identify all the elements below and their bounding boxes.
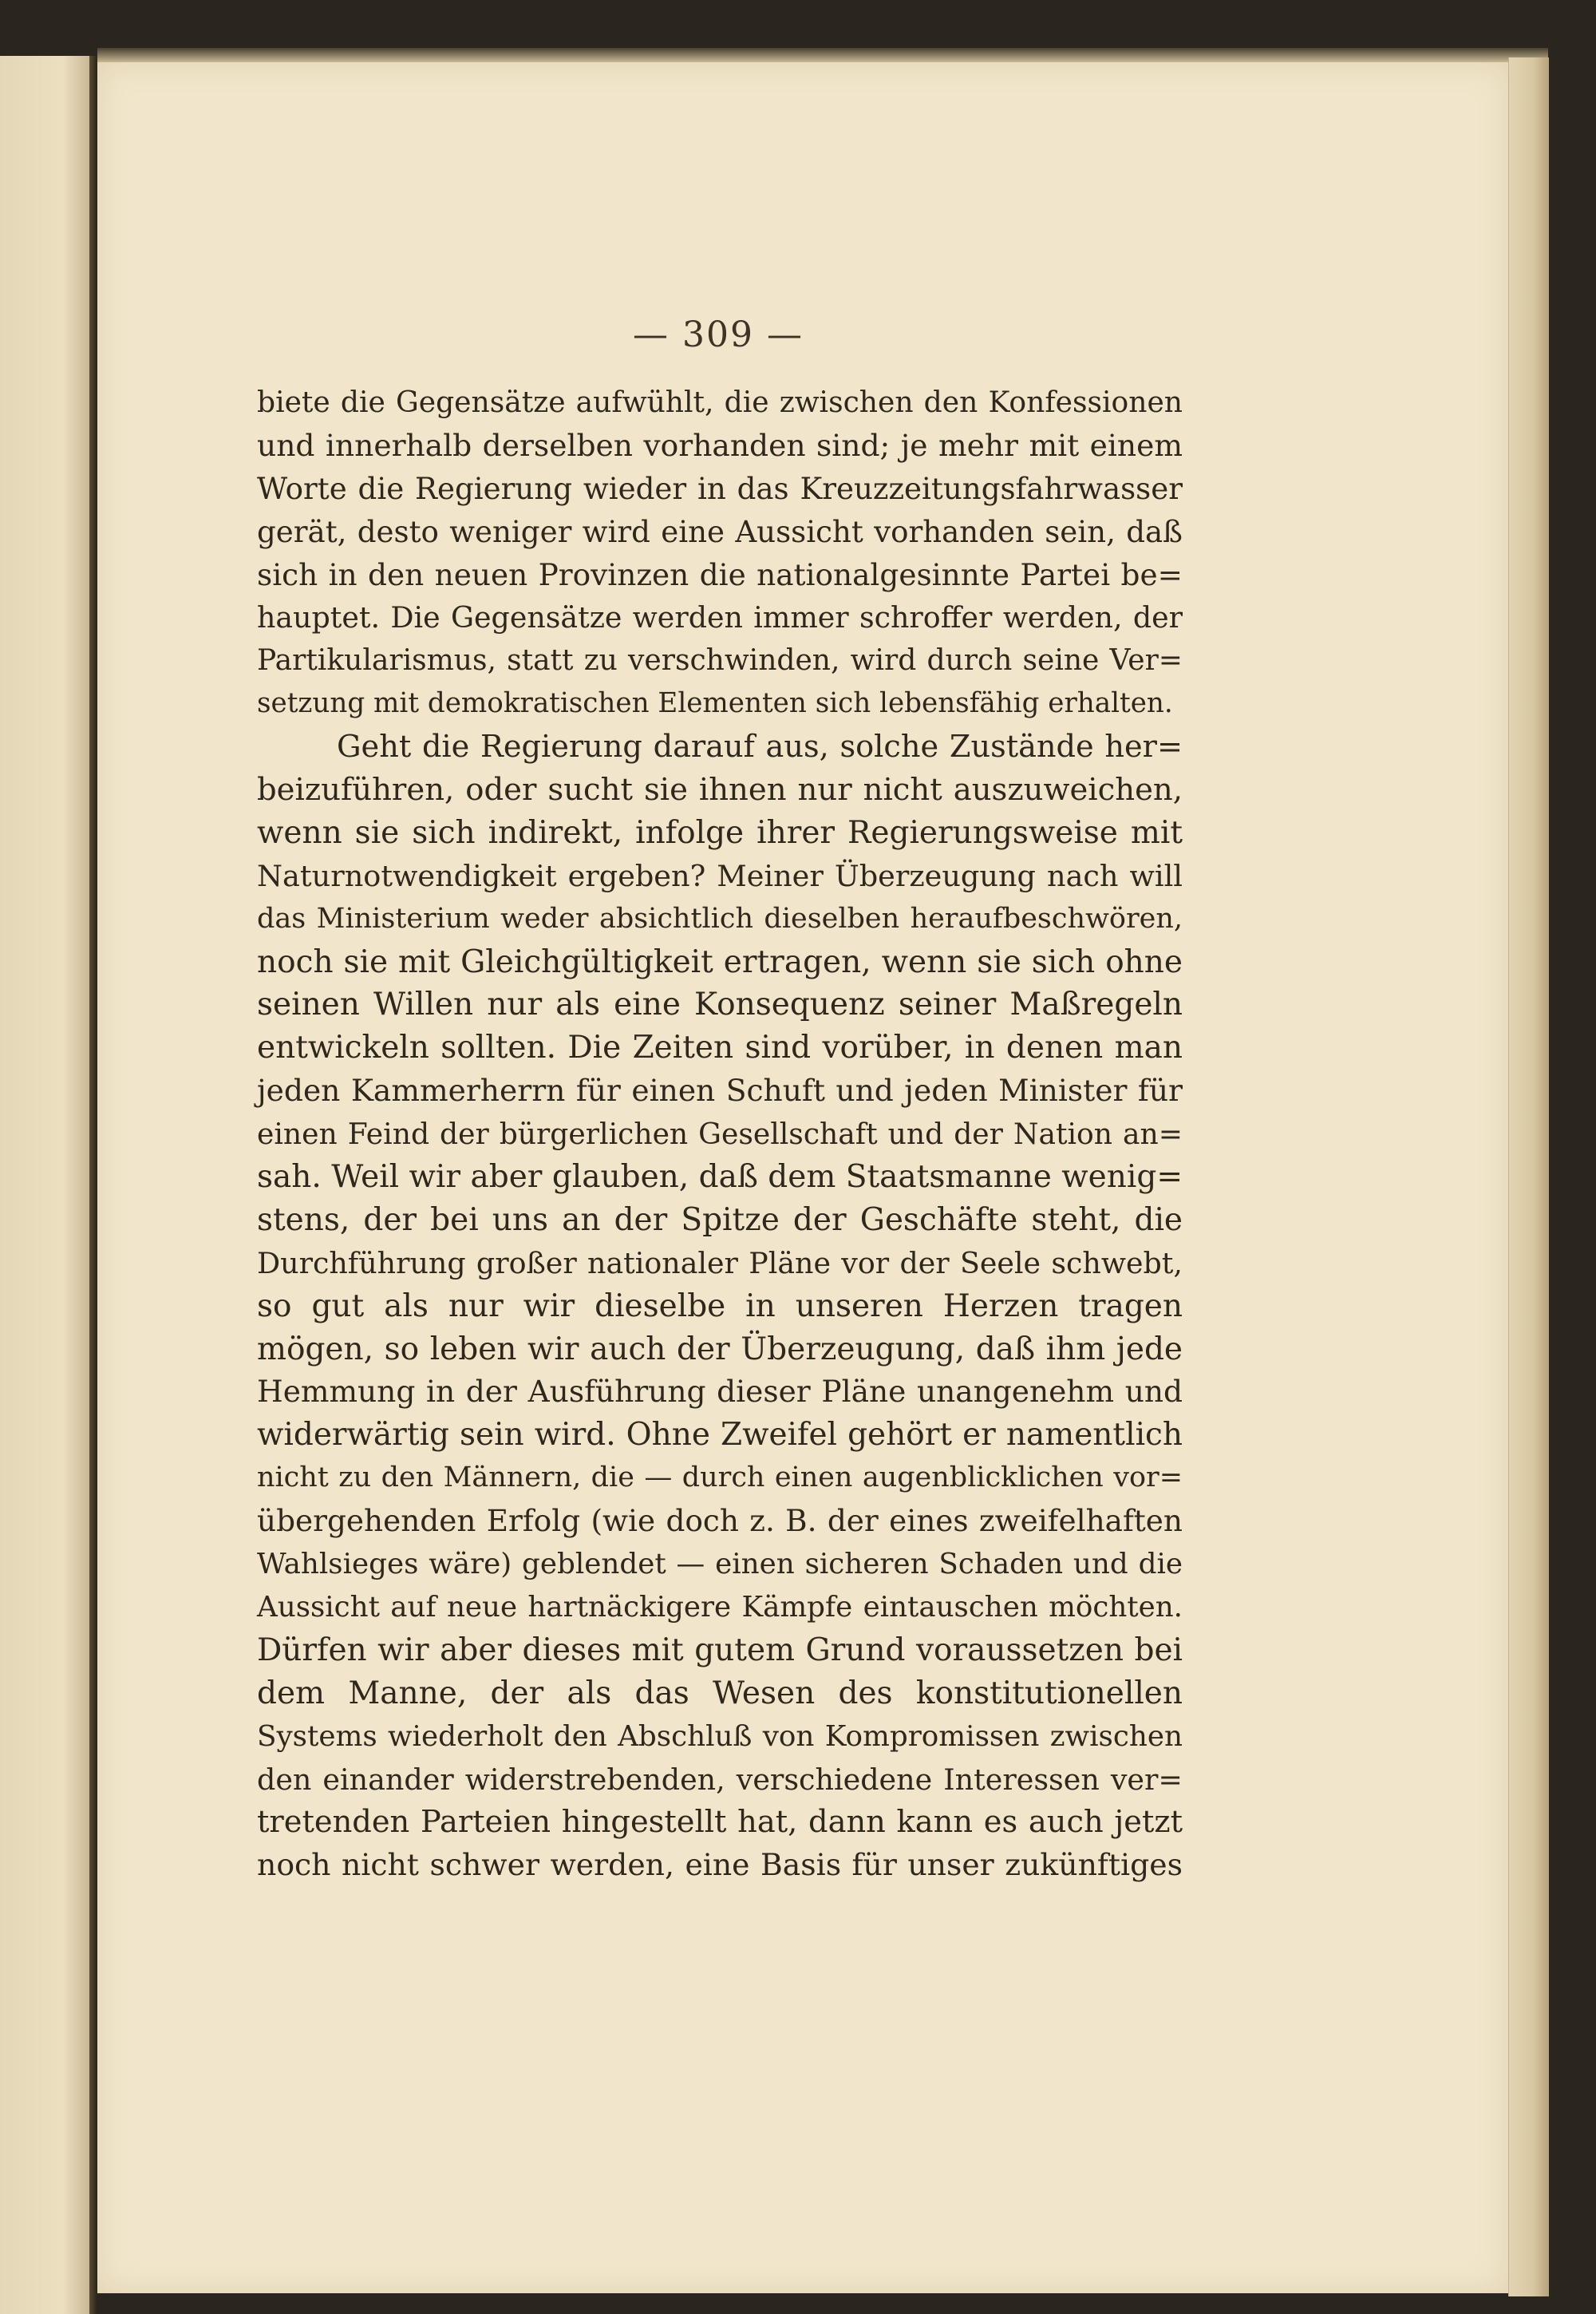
text-line: und innerhalb derselben vorhanden sind; je mehr mit einem <box>257 427 1183 463</box>
text-line: Naturnotwendigkeit ergeben? Meiner Überzeugung nach will <box>257 858 1183 893</box>
page-number: — 309 — <box>633 314 804 355</box>
text-line: nicht zu den Männern, die — durch einen augenblicklichen vor= <box>257 1462 1183 1494</box>
text-line: gerät, desto weniger wird eine Aussicht vorhanden sein, daß <box>257 513 1183 549</box>
body-text <box>257 382 1183 1887</box>
page-stack-edge <box>1508 57 1549 2296</box>
text-line: übergehenden Erfolg (wie doch z. B. der eines zweifelhaften <box>257 1503 1183 1539</box>
text-line: jeden Kammerherrn für einen Schuft und jeden Minister für <box>257 1073 1183 1109</box>
text-line: mögen, so leben wir auch der Überzeugung, daß ihm jede <box>257 1331 1183 1367</box>
text-line: Hemmung in der Ausführung dieser Pläne unangenehm und <box>257 1374 1183 1410</box>
text-line: Systems wiederholt den Abschluß von Kompromissen zwischen <box>257 1719 1183 1753</box>
text-line: setzung mit demokratischen Elementen sich lebensfähig erhalten. <box>257 687 1173 720</box>
text-line: seinen Willen nur als eine Konsequenz seiner Maßregeln <box>257 987 1183 1023</box>
text-line: Worte die Regierung wieder in das Kreuzzeitungsfahrwasser <box>257 470 1183 506</box>
text-line: stens, der bei uns an der Spitze der Geschäfte steht, die <box>257 1201 1183 1238</box>
text-line: beizuführen, oder sucht sie ihnen nur nicht auszuweichen, <box>257 772 1183 809</box>
text-line: so gut als nur wir dieselbe in unseren Herzen tragen <box>257 1288 1183 1324</box>
text-line: das Ministerium weder absichtlich dieselben heraufbeschwören, <box>257 902 1183 935</box>
text-line: hauptet. Die Gegensätze werden immer schroffer werden, der <box>257 600 1183 635</box>
text-line: einen Feind der bürgerlichen Gesellschaft und der Nation an= <box>257 1117 1183 1152</box>
text-line: noch sie mit Gleichgültigkeit ertragen, wenn sie sich ohne <box>257 943 1183 980</box>
text-line: Partikularismus, statt zu verschwinden, wird durch seine Ver= <box>257 644 1183 678</box>
text-line: den einander widerstrebenden, verschiedene Interessen ver= <box>257 1762 1183 1797</box>
text-line: Dürfen wir aber dieses mit gutem Grund voraussetzen bei <box>257 1632 1183 1668</box>
text-line: Durchführung großer nationaler Pläne vor der Seele schwebt, <box>257 1245 1183 1280</box>
text-line: Geht die Regierung darauf aus, solche Zustände her= <box>337 729 1183 765</box>
text-line: sich in den neuen Provinzen die nationalgesinnte Partei be= <box>257 556 1183 592</box>
text-line: noch nicht schwer werden, eine Basis für unser zukünftiges <box>257 1847 1183 1883</box>
text-line: sah. Weil wir aber glauben, daß dem Staatsmanne wenig= <box>257 1159 1183 1196</box>
text-line: biete die Gegensätze aufwühlt, die zwischen den Konfessionen <box>257 386 1183 419</box>
text-line: entwickeln sollten. Die Zeiten sind vorüber, in denen man <box>257 1030 1183 1066</box>
text-line: dem Manne, der als das Wesen des konstitutionellen <box>257 1675 1183 1711</box>
text-line: Wahlsieges wäre) geblendet — einen sicheren Schaden und die <box>257 1548 1183 1581</box>
text-line: widerwärtig sein wird. Ohne Zweifel gehört er namentlich <box>257 1417 1183 1454</box>
text-line: Aussicht auf neue hartnäckigere Kämpfe eintauschen möchten. <box>257 1590 1183 1624</box>
left-page-edge <box>0 56 91 2314</box>
book-gutter <box>89 56 97 2314</box>
top-edge-shadow <box>97 48 1548 62</box>
text-line: tretenden Parteien hingestellt hat, dann kann es auch jetzt <box>257 1804 1183 1841</box>
text-line: wenn sie sich indirekt, infolge ihrer Regierungsweise mit <box>257 814 1183 851</box>
